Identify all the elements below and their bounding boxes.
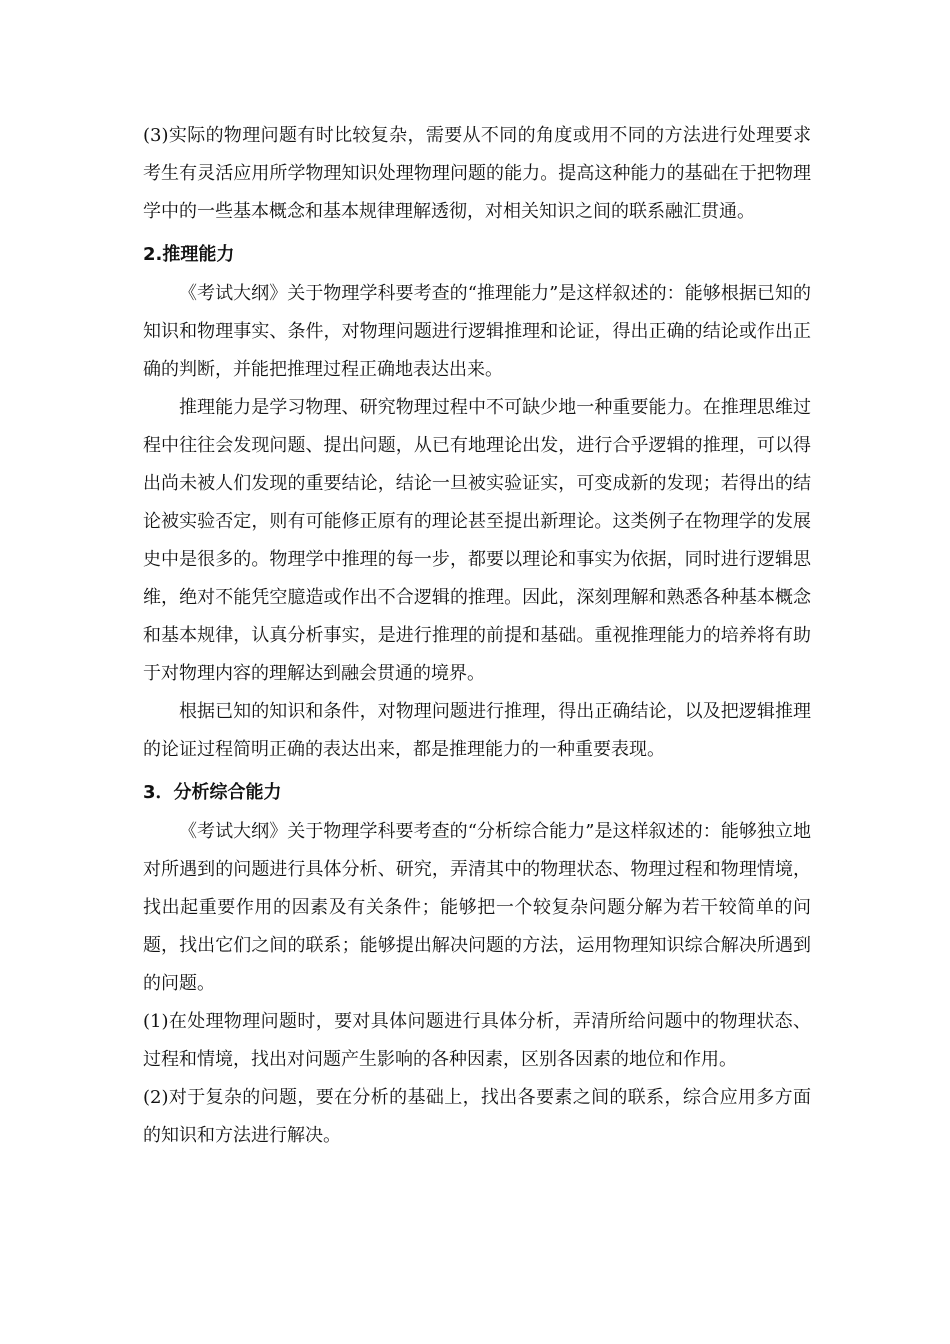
section-heading-analysis: 3．分析综合能力 (143, 782, 282, 803)
paragraph-analysis-definition: 《考试大纲》关于物理学科要考查的“分析综合能力”是这样叙述的：能够独立地对所遇到的问题进行具体分析、研究，弄清其中的物理状态、物理过程和物理情境，找出起重要作用的因素及有关条件；能够把一个较复杂问题分解为若干较简单的问题，找出它们之间的联系；能够提出解决问题的方法，运用物理知识综合解决所遇到的问题。 (143, 821, 811, 994)
paragraph-analysis-item-1: (1)在处理物理问题时，要对具体问题进行具体分析，弄清所给问题中的物理状态、过程和情境，找出对问题产生影响的各种因素，区别各因素的地位和作用。 (143, 1011, 811, 1070)
paragraph-reasoning-definition: 《考试大纲》关于物理学科要考查的“推理能力”是这样叙述的：能够根据已知的知识和物理事实、条件，对物理问题进行逻辑推理和论证，得出正确的结论或作出正确的判断，并能把推理过程正确地表达出来。 (143, 283, 811, 380)
paragraph-reasoning-importance: 推理能力是学习物理、研究物理过程中不可缺少地一种重要能力。在推理思维过程中往往会发现问题、提出问题，从已有地理论出发，进行合乎逻辑的推理，可以得出尚未被人们发现的重要结论，结论一旦被实验证实，可变成新的发现；若得出的结论被实验否定，则有可能修正原有的理论甚至提出新理论。这类例子在物理学的发展史中是很多的。物理学中推理的每一步，都要以理论和事实为依据，同时进行逻辑思维，绝对不能凭空臆造或作出不合逻辑的推理。因此，深刻理解和熟悉各种基本概念和基本规律，认真分析事实，是进行推理的前提和基础。重视推理能力的培养将有助于对物理内容的理解达到融会贯通的境界。 (143, 397, 811, 684)
section-heading-reasoning: 2.推理能力 (143, 244, 235, 265)
paragraph-ability-item-3: (3)实际的物理问题有时比较复杂，需要从不同的角度或用不同的方法进行处理要求考生有灵活应用所学物理知识处理物理问题的能力。提高这种能力的基础在于把物理学中的一些基本概念和基本规律理解透彻，对相关知识之间的联系融汇贯通。 (143, 125, 811, 222)
document-body (143, 117, 811, 1155)
paragraph-analysis-item-2: (2)对于复杂的问题，要在分析的基础上，找出各要素之间的联系，综合应用多方面的知识和方法进行解决。 (143, 1087, 811, 1146)
paragraph-reasoning-expression: 根据已知的知识和条件，对物理问题进行推理，得出正确结论，以及把逻辑推理的论证过程简明正确的表达出来，都是推理能力的一种重要表现。 (143, 701, 811, 760)
